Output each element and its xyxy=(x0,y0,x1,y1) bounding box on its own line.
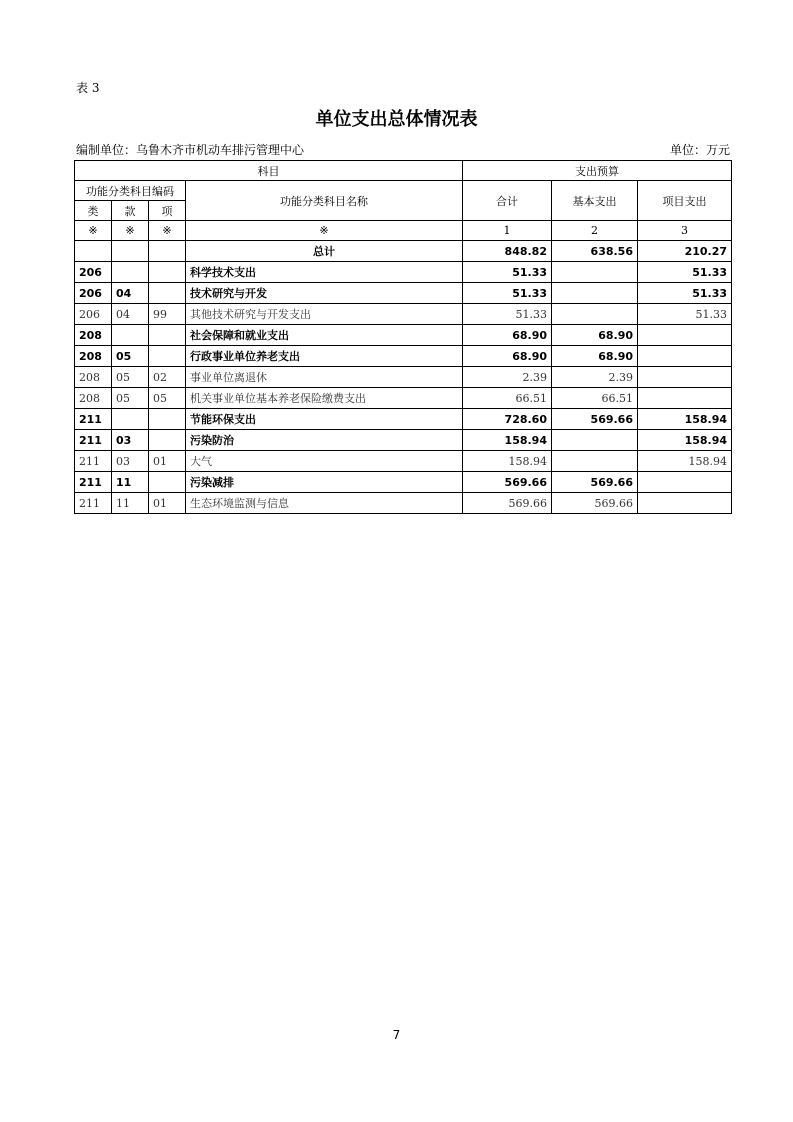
cell-name: 其他技术研究与开发支出 xyxy=(186,304,463,325)
cell-basic xyxy=(552,451,638,472)
table-row xyxy=(75,262,732,283)
cell-kuan xyxy=(112,325,149,346)
cell-lei: 211 xyxy=(75,430,112,451)
expenditure-table xyxy=(74,160,732,514)
cell-project xyxy=(638,472,732,493)
table-number: 表 3 xyxy=(76,81,100,95)
cell-basic xyxy=(552,304,638,325)
cell-xiang: 01 xyxy=(149,451,186,472)
header-row-1 xyxy=(75,161,732,181)
table-row xyxy=(75,451,732,472)
cell-project: 158.94 xyxy=(638,430,732,451)
cell-name: 节能环保支出 xyxy=(186,409,463,430)
cell-lei: 211 xyxy=(75,493,112,514)
cell-lei: 208 xyxy=(75,325,112,346)
header-func-code: 功能分类科目编码 xyxy=(75,181,186,201)
cell-kuan xyxy=(112,409,149,430)
header-project: 项目支出 xyxy=(638,181,732,221)
cell-kuan: 05 xyxy=(112,346,149,367)
cell-name: 污染防治 xyxy=(186,430,463,451)
header-row-4 xyxy=(75,221,732,241)
header-basic: 基本支出 xyxy=(552,181,638,221)
header-total: 合计 xyxy=(463,181,552,221)
header-row-2 xyxy=(75,181,732,201)
cell-project xyxy=(638,388,732,409)
cell-basic xyxy=(552,262,638,283)
table-row xyxy=(75,346,732,367)
table-row xyxy=(75,367,732,388)
header-budget: 支出预算 xyxy=(463,161,732,181)
total-label: 总计 xyxy=(186,241,463,262)
cell-kuan xyxy=(112,262,149,283)
cell-name: 污染减排 xyxy=(186,472,463,493)
cell-basic: 2.39 xyxy=(552,367,638,388)
organization-label: 编制单位：乌鲁木齐市机动车排污管理中心 xyxy=(76,143,305,157)
cell-xiang xyxy=(149,472,186,493)
cell-xiang xyxy=(149,409,186,430)
cell-kuan: 05 xyxy=(112,367,149,388)
cell-total: 51.33 xyxy=(463,304,552,325)
cell-lei: 211 xyxy=(75,472,112,493)
total-row xyxy=(75,241,732,262)
mark-xiang: ※ xyxy=(149,221,186,241)
cell-name: 事业单位离退休 xyxy=(186,367,463,388)
cell-total: 728.60 xyxy=(463,409,552,430)
cell-lei: 206 xyxy=(75,262,112,283)
mark-kuan: ※ xyxy=(112,221,149,241)
cell-lei: 208 xyxy=(75,388,112,409)
cell-lei: 211 xyxy=(75,451,112,472)
cell-total: 66.51 xyxy=(463,388,552,409)
cell-kuan: 11 xyxy=(112,472,149,493)
cell-project xyxy=(638,493,732,514)
cell-project xyxy=(638,367,732,388)
cell-name: 机关事业单位基本养老保险缴费支出 xyxy=(186,388,463,409)
cell-total: 2.39 xyxy=(463,367,552,388)
cell-project: 51.33 xyxy=(638,304,732,325)
mark-name: ※ xyxy=(186,221,463,241)
total-basic: 638.56 xyxy=(552,241,638,262)
cell-project: 158.94 xyxy=(638,451,732,472)
cell-total: 51.33 xyxy=(463,262,552,283)
cell-basic: 569.66 xyxy=(552,472,638,493)
total-project: 210.27 xyxy=(638,241,732,262)
cell-basic: 68.90 xyxy=(552,346,638,367)
cell-total: 68.90 xyxy=(463,325,552,346)
cell-name: 行政事业单位养老支出 xyxy=(186,346,463,367)
total-empty-lei xyxy=(75,241,112,262)
table-row xyxy=(75,283,732,304)
cell-basic: 68.90 xyxy=(552,325,638,346)
cell-kuan: 05 xyxy=(112,388,149,409)
table-row xyxy=(75,430,732,451)
cell-kuan: 04 xyxy=(112,304,149,325)
col-number-2: 2 xyxy=(552,221,638,241)
cell-kuan: 11 xyxy=(112,493,149,514)
cell-name: 科学技术支出 xyxy=(186,262,463,283)
cell-total: 68.90 xyxy=(463,346,552,367)
header-subject: 科目 xyxy=(75,161,463,181)
cell-xiang xyxy=(149,283,186,304)
col-number-1: 1 xyxy=(463,221,552,241)
total-empty-kuan xyxy=(112,241,149,262)
table-row xyxy=(75,304,732,325)
cell-total: 569.66 xyxy=(463,472,552,493)
cell-xiang xyxy=(149,430,186,451)
cell-project: 51.33 xyxy=(638,262,732,283)
cell-lei: 206 xyxy=(75,283,112,304)
cell-project xyxy=(638,346,732,367)
total-empty-xiang xyxy=(149,241,186,262)
cell-basic xyxy=(552,430,638,451)
cell-lei: 208 xyxy=(75,346,112,367)
cell-name: 大气 xyxy=(186,451,463,472)
cell-project xyxy=(638,325,732,346)
header-xiang: 项 xyxy=(149,201,186,221)
total-amount: 848.82 xyxy=(463,241,552,262)
cell-xiang: 05 xyxy=(149,388,186,409)
cell-basic: 569.66 xyxy=(552,493,638,514)
cell-xiang: 01 xyxy=(149,493,186,514)
cell-xiang: 99 xyxy=(149,304,186,325)
cell-basic: 66.51 xyxy=(552,388,638,409)
cell-total: 569.66 xyxy=(463,493,552,514)
unit-label: 单位：万元 xyxy=(669,143,730,157)
table-row xyxy=(75,388,732,409)
cell-xiang xyxy=(149,346,186,367)
cell-xiang xyxy=(149,325,186,346)
cell-basic xyxy=(552,283,638,304)
table-row xyxy=(75,409,732,430)
cell-total: 158.94 xyxy=(463,430,552,451)
cell-lei: 208 xyxy=(75,367,112,388)
cell-lei: 211 xyxy=(75,409,112,430)
cell-xiang: 02 xyxy=(149,367,186,388)
cell-name: 生态环境监测与信息 xyxy=(186,493,463,514)
table-row xyxy=(75,325,732,346)
cell-kuan: 03 xyxy=(112,430,149,451)
cell-lei: 206 xyxy=(75,304,112,325)
table-row xyxy=(75,493,732,514)
header-kuan: 款 xyxy=(112,201,149,221)
cell-kuan: 03 xyxy=(112,451,149,472)
page-title: 单位支出总体情况表 xyxy=(315,109,478,130)
cell-name: 技术研究与开发 xyxy=(186,283,463,304)
mark-lei: ※ xyxy=(75,221,112,241)
cell-total: 158.94 xyxy=(463,451,552,472)
cell-total: 51.33 xyxy=(463,283,552,304)
cell-basic: 569.66 xyxy=(552,409,638,430)
cell-xiang xyxy=(149,262,186,283)
cell-project: 158.94 xyxy=(638,409,732,430)
header-lei: 类 xyxy=(75,201,112,221)
table-row xyxy=(75,472,732,493)
cell-project: 51.33 xyxy=(638,283,732,304)
cell-name: 社会保障和就业支出 xyxy=(186,325,463,346)
col-number-3: 3 xyxy=(638,221,732,241)
cell-kuan: 04 xyxy=(112,283,149,304)
page-number: 7 xyxy=(392,1028,401,1042)
header-func-name: 功能分类科目名称 xyxy=(186,181,463,221)
